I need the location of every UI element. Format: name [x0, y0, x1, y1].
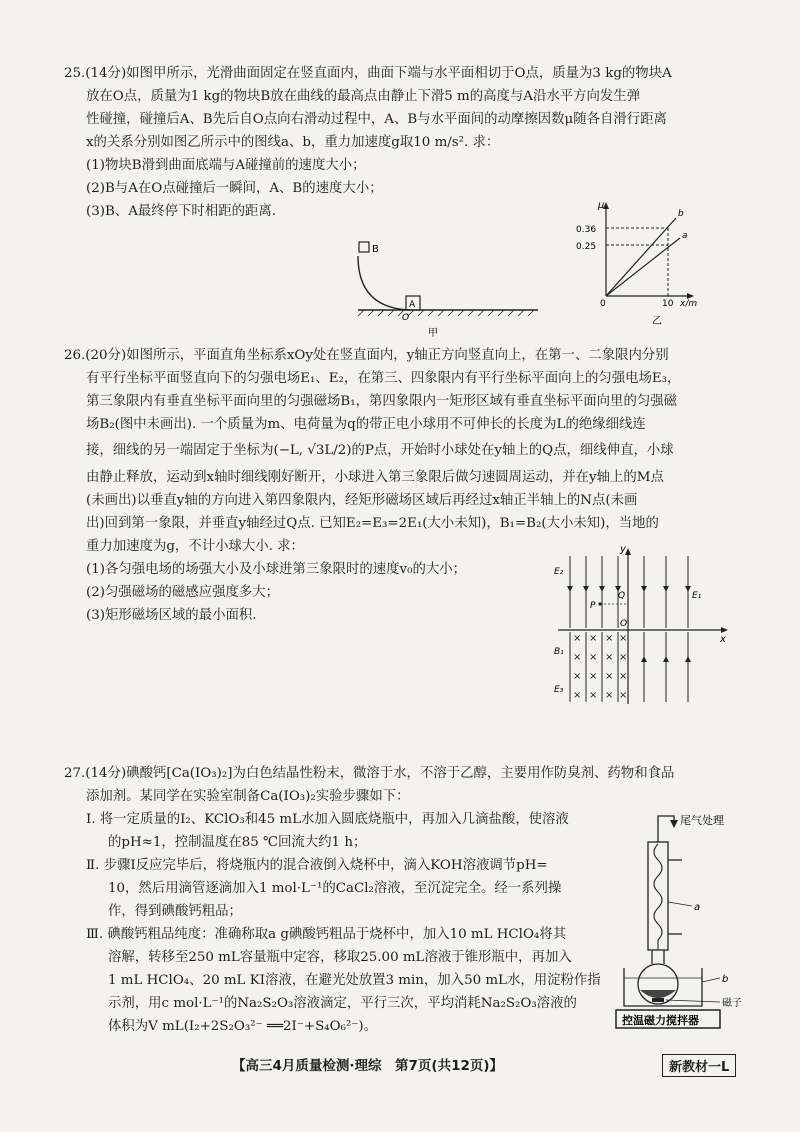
q27-line: 添加剂。某同学在实验室制备Ca(IO₃)₂实验步骤如下： — [86, 789, 410, 804]
step-3-line: 示剂，用c mol·L⁻¹的Na₂S₂O₃溶液滴定，平行三次，平均消耗Na₂S₂O₃溶液的 — [108, 996, 577, 1011]
figure-26 — [548, 544, 748, 714]
x-axis-label: x — [720, 634, 726, 645]
label-a-leader — [668, 902, 692, 906]
point-p — [598, 602, 601, 605]
q26-subquestion: (3)矩形磁场区域的最小面积. — [86, 608, 257, 623]
q25-line: 性碰撞，碰撞后A、B先后自O点向右滑动过程中，A、B与水平面间的动摩擦因数μ随各自滑行距离 — [86, 112, 667, 127]
svg-text:×: × — [589, 671, 598, 682]
condenser-outer — [648, 842, 668, 950]
q26-line: 26.(20分)如图所示，平面直角坐标系xOy处在竖直面内，y轴正方向竖直向上，在第一、二象限内分别 — [64, 348, 669, 363]
step-2-line: Ⅱ. 步骤Ⅰ反应完毕后，将烧瓶内的混合液倒入烧杯中，滴入KOH溶液调节pH= — [86, 858, 548, 873]
page-footer: 【高三4月质量检测·理综 第7页(共12页)】 — [232, 1058, 504, 1074]
line-b — [606, 218, 676, 296]
q26-line: 第三象限内有垂直坐标平面向里的匀强磁场B₁，第四象限内一矩形区域有垂直坐标平面向里的匀强磁 — [86, 394, 678, 409]
q26-line: 重力加速度为g，不计小球大小. 求： — [86, 539, 304, 554]
q26-line: 由静止释放，运动到x轴时细线刚好断开，小球进入第三象限后做匀速圆周运动，并在y轴上的M点 — [86, 470, 664, 485]
flask-liquid — [640, 990, 676, 998]
tick-025: 0.25 — [576, 242, 597, 252]
label-a: a — [694, 902, 701, 913]
q25-subquestion: (2)B与A在O点碰撞后一瞬间，A、B的速度大小； — [86, 181, 383, 196]
tick-origin: 0 — [600, 299, 606, 309]
x-axis-label: x/m — [680, 299, 698, 309]
mu-axis-label: μ — [598, 200, 605, 211]
svg-text:×: × — [573, 652, 582, 663]
svg-text:×: × — [605, 671, 614, 682]
label-q: Q — [618, 591, 626, 601]
label-a: A — [409, 300, 416, 310]
question-27 — [64, 762, 674, 808]
x-axis-arrow — [721, 627, 728, 633]
curved-surface — [358, 256, 410, 310]
step-3-line: Ⅲ. 碘酸钙粗品纯度：准确称取a g碘酸钙粗品于烧杯中，加入10 mL HClO₄将其 — [86, 927, 567, 942]
stir-bar-leader — [666, 1000, 720, 1002]
field-e2-lines — [570, 556, 618, 628]
q26-subquestion: (2)匀强磁场的磁感应强度多大； — [86, 585, 280, 600]
svg-text:×: × — [589, 690, 598, 701]
q25-line: 25.(14分)如图甲所示，光滑曲面固定在竖直面内，曲面下端与水平面相切于O点，质量为3 kg的物块A — [64, 66, 672, 81]
q27-line: 27.(14分)碘酸钙[Ca(IO₃)₂]为白色结晶性粉末，微溶于水，不溶于乙醇，主要用作防臭剂、药物和食品 — [64, 766, 675, 781]
field-e4-lines — [644, 632, 688, 702]
tick-10: 10 — [662, 299, 674, 309]
label-b-leader — [702, 978, 720, 982]
stir-bar-label: 磁子 — [722, 998, 742, 1009]
q25-subquestion: (1)物块B滑到曲面底端与A碰撞前的速度大小； — [86, 158, 366, 173]
label-o: O — [620, 619, 628, 629]
edition-badge: 新教材一L — [662, 1054, 736, 1077]
svg-text:×: × — [573, 633, 582, 644]
svg-text:×: × — [589, 652, 598, 663]
label-b: B — [372, 244, 379, 255]
tick-036: 0.36 — [576, 225, 597, 235]
field-e1-arrows — [641, 586, 691, 592]
svg-text:×: × — [619, 633, 628, 644]
label-b1: B₁ — [554, 647, 564, 657]
tail-gas-arrow — [670, 820, 678, 828]
magnetic-field-b1 — [573, 633, 627, 701]
label-line-b: b — [678, 209, 684, 219]
q26-line: 接，细线的另一端固定于坐标为(−L, √3L/2)的P点，开始时小球处在y轴上的Q点，细线伸直，小球 — [86, 443, 674, 458]
q26-line: 有平行坐标平面竖直向下的匀强电场E₁、E₂，在第三、四象限内有平行坐标平面向上的匀强电场E₃， — [86, 371, 681, 386]
label-b: b — [722, 974, 729, 985]
svg-text:×: × — [589, 633, 598, 644]
q26-subquestion: (1)各匀强电场的场强大小及小球进第三象限时的速度v₀的大小； — [86, 562, 467, 577]
step-3-line: 体积为V mL(I₂+2S₂O₃²⁻ ══2I⁻+S₄O₆²⁻)。 — [108, 1019, 378, 1034]
figure-jia — [340, 236, 550, 346]
block-b — [359, 242, 369, 252]
label-p: P — [590, 601, 596, 611]
svg-text:×: × — [573, 671, 582, 682]
q26-line: (未画出)以垂直y轴的方向进入第四象限内，经矩形磁场区域后再经过x轴正半轴上的N点(未画 — [86, 493, 638, 508]
ground-hatch — [358, 310, 534, 316]
q25-line: 放在O点，质量为1 kg的物块B放在曲线的最高点由静止下滑5 m的高度与A沿水平方向发生弹 — [86, 89, 641, 104]
step-2-line: 作，得到碘酸钙粗品； — [108, 904, 242, 919]
field-e4-arrows — [641, 656, 691, 662]
step-1-line: 的pH≈1，控制温度在85 ℃回流大约1 h； — [108, 835, 367, 850]
q27-steps — [86, 808, 601, 1038]
svg-text:×: × — [605, 633, 614, 644]
step-1-line: Ⅰ. 将一定质量的I₂、KClO₃和45 mL水加入圆底烧瓶中，再加入几滴盐酸，使溶液 — [86, 812, 569, 827]
svg-text:×: × — [619, 671, 628, 682]
svg-text:×: × — [605, 690, 614, 701]
tail-gas-tube — [658, 816, 674, 842]
q26-line: 场B₂(图中未画出). 一个质量为m、电荷量为q的带正电小球用不可伸长的长度为L的绝缘细线连 — [86, 417, 646, 432]
tail-gas-label: 尾气处理 — [680, 814, 724, 827]
field-e2-arrows — [567, 586, 621, 592]
caption-jia: 甲 — [428, 328, 438, 339]
step-2-line: 10，然后用滴管逐滴加入1 mol·L⁻¹的CaCl₂溶液，至沉淀完全。经一系列操 — [108, 881, 562, 896]
svg-text:×: × — [619, 690, 628, 701]
q26-line: 出)回到第一象限，并垂直y轴经过Q点. 已知E₂=E₃=2E₁(大小未知)，B₁=B₂(大小未知)，当地的 — [86, 516, 659, 531]
label-e1: E₁ — [692, 591, 702, 601]
svg-text:×: × — [619, 652, 628, 663]
label-o: O — [402, 313, 410, 323]
figure-27-apparatus — [610, 806, 760, 1038]
line-a — [606, 238, 680, 296]
svg-text:×: × — [605, 652, 614, 663]
q25-line: x的关系分别如图乙所示中的图线a、b，重力加速度g取10 m/s². 求： — [86, 135, 500, 150]
step-3-line: 溶解，转移至250 mL容量瓶中定容，移取25.00 mL溶液于锥形瓶中，再加入 — [108, 950, 572, 965]
label-e3: E₃ — [554, 685, 564, 695]
label-line-a: a — [682, 231, 688, 241]
y-axis-label: y — [620, 544, 626, 555]
label-e2: E₂ — [554, 567, 564, 577]
stirrer-label: 控温磁力搅拌器 — [622, 1014, 699, 1027]
step-3-line: 1 mL HClO₄、20 mL KI溶液，在避光处放置3 min，加入50 mL水，用淀粉作指 — [108, 973, 601, 988]
condenser-coil — [654, 844, 662, 950]
q25-subquestion: (3)B、A最终停下时相距的距离. — [86, 204, 277, 219]
stir-bar — [652, 998, 664, 1002]
caption-yi: 乙 — [652, 316, 662, 327]
svg-text:×: × — [573, 690, 582, 701]
figure-yi — [572, 198, 722, 328]
